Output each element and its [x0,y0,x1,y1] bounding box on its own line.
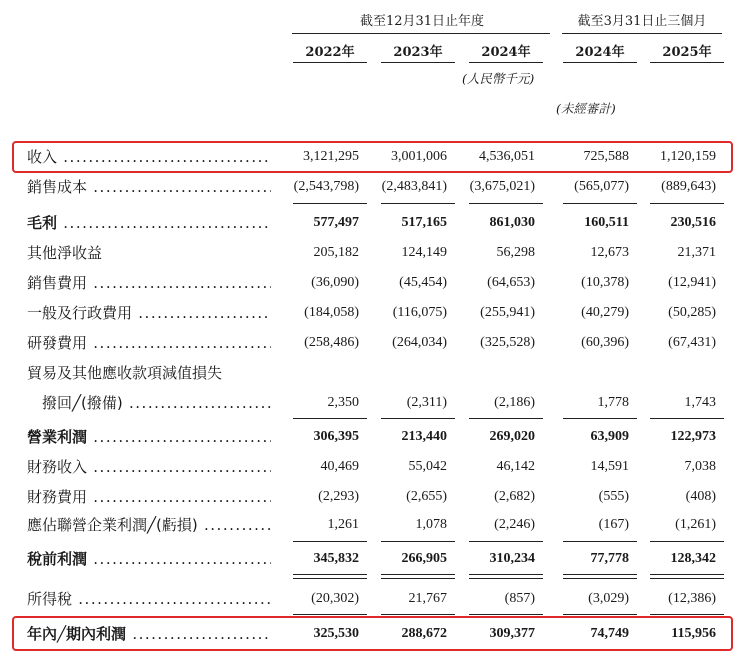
cell-2023: (2,655) [406,489,447,504]
cell-2024: (3,675,021) [469,179,535,194]
cell-q2025: (12,941) [668,275,716,290]
cell-2022: (20,302) [311,591,359,606]
cell-q2024: (565,077) [574,179,629,194]
cell-2024: 4,536,051 [479,149,535,164]
cell-q2025: (50,285) [668,305,716,320]
cell-q2025: (67,431) [668,335,716,350]
cell-q2024: (60,396) [581,335,629,350]
row-cost-of-sales [0,172,744,202]
cell-q2024: 63,909 [590,429,629,444]
header-rule-fiscal [292,33,550,34]
year-rule-2024-fy [469,62,543,63]
unaudited-note: (未經審計) [556,101,616,116]
row-label: 財務費用 ..... [27,482,271,512]
cell-2022: 306,395 [313,429,359,444]
cell-2022: (184,058) [304,305,359,320]
cell-2022: 1,261 [327,517,359,532]
cell-q2025: 122,973 [670,429,716,444]
cell-2023: (2,483,841) [381,179,447,194]
header-three-months: 截至3月31日止三個月 [577,14,707,29]
row-label: 年內╱期內利潤 ..... [27,619,271,649]
cell-2024: 56,298 [496,245,535,260]
cell-2023: (116,075) [392,305,447,320]
row-profit-before-tax [0,544,744,574]
cell-q2024: (167) [598,517,629,532]
row-share-of-associates [0,510,744,540]
cell-2023: 21,767 [408,591,447,606]
cell-q2024: 725,588 [583,149,629,164]
cell-2024: (2,682) [494,489,535,504]
row-finance-income [0,452,744,482]
cell-2022: (258,486) [304,335,359,350]
row-label: 收入 ..... [27,142,271,172]
cell-q2025: 115,956 [671,626,716,641]
year-2022: 2022年 [305,45,355,60]
year-rule-2022 [293,62,367,63]
cell-2023: 55,042 [408,459,447,474]
row-label: 稅前利潤 ..... [27,544,271,574]
year-rule-2025-q [650,62,724,63]
cell-2024: (325,528) [480,335,535,350]
row-label: 應佔聯營企業利潤╱(虧損) ..... [27,510,271,540]
cell-2023: 124,149 [401,245,447,260]
cell-q2024: 1,778 [597,395,629,410]
row-label: 貿易及其他應收款項減值損失 [27,364,223,382]
cell-2023: 517,165 [401,215,447,230]
cell-2023: 288,672 [401,626,447,641]
cell-q2024: 74,749 [590,626,629,641]
cell-2024: 309,377 [489,626,535,641]
cell-q2025: 1,743 [684,395,716,410]
unit-note: (人民幣千元) [462,71,535,86]
cell-q2024: 14,591 [590,459,629,474]
cell-2024: 310,234 [489,551,535,566]
cell-2022: 325,530 [313,626,359,641]
row-other-net-gains [0,238,744,268]
row-label: 所得稅 ..... [27,584,271,614]
highlight-revenue-row [12,141,733,173]
cell-q2025: (889,643) [661,179,716,194]
row-operating-profit [0,422,744,452]
row-finance-costs [0,482,744,512]
row-selling-expenses [0,268,744,298]
cell-q2024: (555) [598,489,629,504]
row-label: 營業利潤 ..... [27,422,271,452]
row-rnd-expenses [0,328,744,358]
cell-2022: (2,543,798) [293,179,359,194]
year-2025-q: 2025年 [662,45,712,60]
cell-q2025: (1,261) [675,517,716,532]
year-rule-2023 [381,62,455,63]
row-label: 一般及行政費用 ..... [27,298,271,328]
cell-q2025: 21,371 [677,245,716,260]
row-impairment-reversal [0,388,744,418]
row-label: 撥回╱(撥備) ..... [42,388,271,418]
row-label: 研發費用 ..... [27,328,271,358]
cell-q2024: 12,673 [590,245,629,260]
cell-q2025: 1,120,159 [660,149,716,164]
cell-q2024: 77,778 [590,551,629,566]
cell-q2025: (12,386) [668,591,716,606]
cell-2023: (264,034) [392,335,447,350]
row-impairment-heading [0,358,744,388]
cell-q2024: (10,378) [581,275,629,290]
cell-2022: 577,497 [313,215,359,230]
cell-q2025: 7,038 [684,459,716,474]
cell-2022: (36,090) [311,275,359,290]
cell-2022: 40,469 [320,459,359,474]
cell-2022: 345,832 [313,551,359,566]
row-label: 銷售成本 ..... [27,172,271,202]
row-gross-profit [0,208,744,238]
year-2024-q: 2024年 [575,45,625,60]
cell-q2025: (408) [685,489,716,504]
cell-2024: (255,941) [480,305,535,320]
cell-2024: (64,653) [487,275,535,290]
row-label: 毛利 ..... [27,208,271,238]
year-rule-2024-q [563,62,637,63]
row-label: 銷售費用 ..... [27,268,271,298]
row-income-tax [0,584,744,614]
cell-2022: 205,182 [313,245,359,260]
cell-2023: 213,440 [401,429,447,444]
cell-2022: (2,293) [318,489,359,504]
cell-2024: (2,246) [494,517,535,532]
cell-q2024: (40,279) [581,305,629,320]
row-admin-expenses [0,298,744,328]
cell-2024: 46,142 [496,459,535,474]
cell-2023: 1,078 [415,517,447,532]
cell-q2024: (3,029) [588,591,629,606]
cell-2023: (45,454) [399,275,447,290]
cell-2023: (2,311) [406,395,447,410]
cell-q2025: 230,516 [670,215,716,230]
cell-2024: 269,020 [489,429,535,444]
cell-2022: 3,121,295 [303,149,359,164]
cell-2023: 266,905 [401,551,447,566]
cell-2024: 861,030 [489,215,535,230]
cell-2024: (2,186) [494,395,535,410]
header-fiscal-year: 截至12月31日止年度 [359,14,485,29]
highlight-profit-row [12,616,733,651]
row-label: 財務收入 ..... [27,452,271,482]
year-2024-fy: 2024年 [481,45,531,60]
header-rule-quarter [562,33,722,34]
cell-q2025: 128,342 [670,551,716,566]
row-label: 其他淨收益 [27,244,103,262]
cell-2023: 3,001,006 [391,149,447,164]
year-2023: 2023年 [393,45,443,60]
cell-q2024: 160,511 [584,215,629,230]
cell-2024: (857) [504,591,535,606]
cell-2022: 2,350 [327,395,359,410]
